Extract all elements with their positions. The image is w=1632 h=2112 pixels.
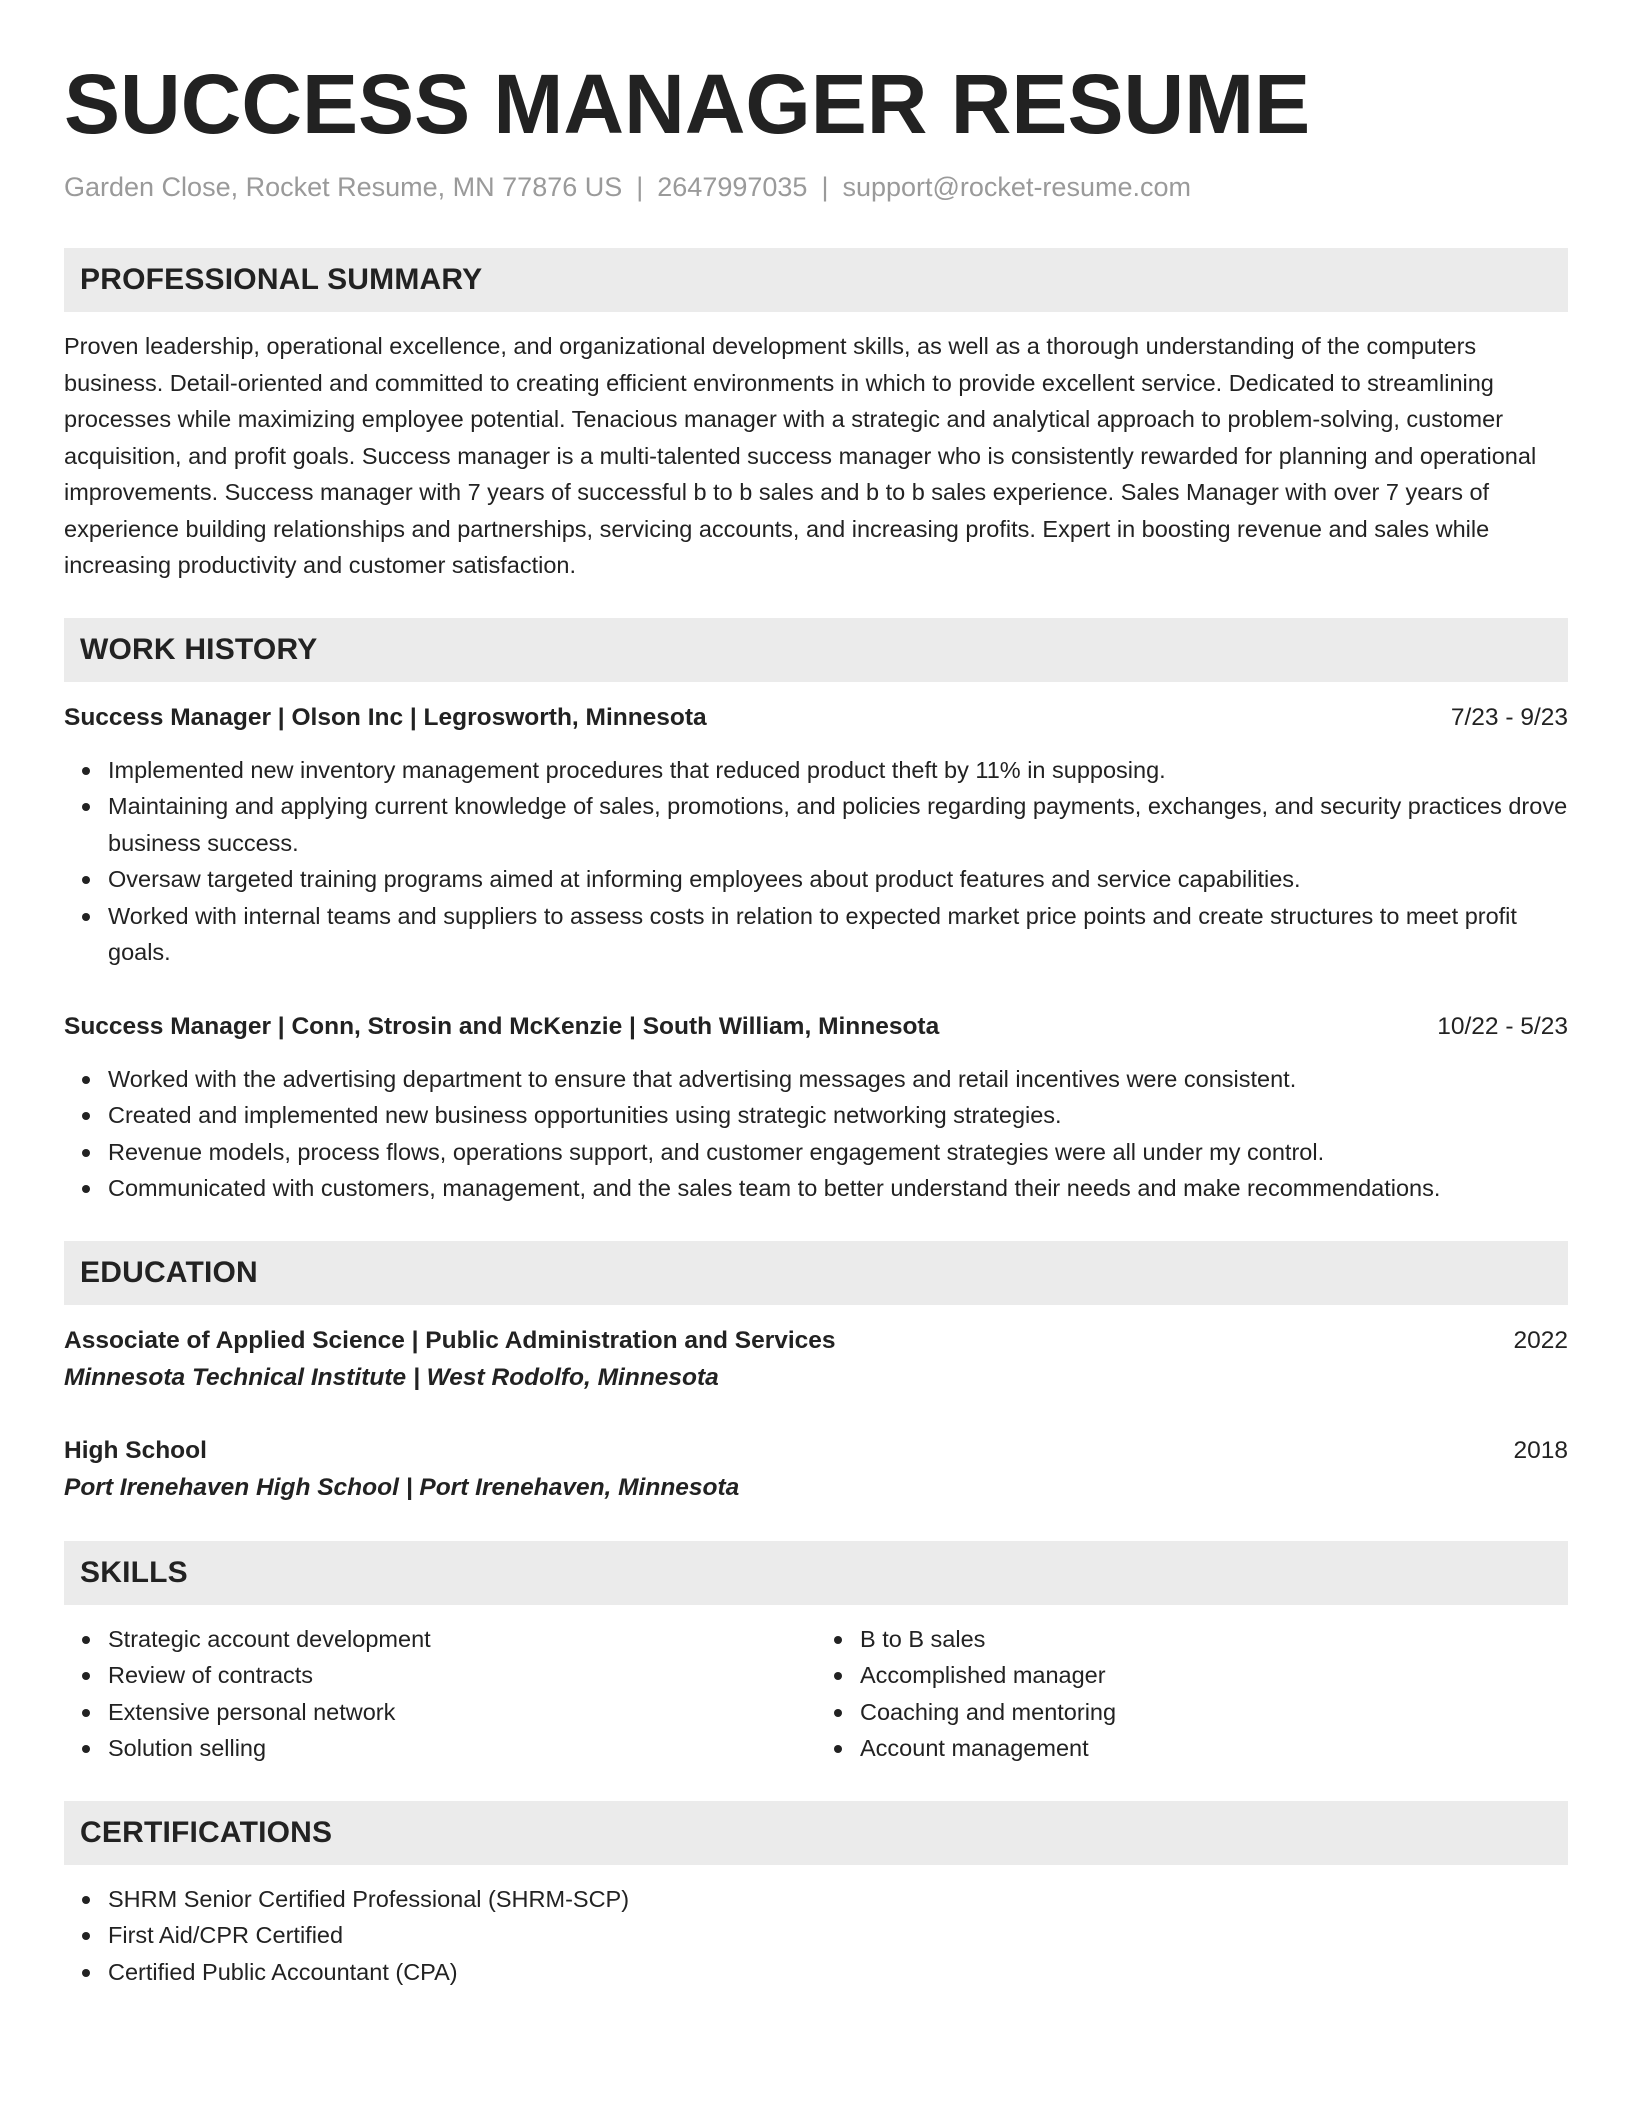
skills-column-left xyxy=(64,1621,816,1767)
job-bullet: Communicated with customers, management, and the sales team to better understand their needs and make recommendations. xyxy=(108,1170,1568,1207)
job-bullet: Maintaining and applying current knowledge of sales, promotions, and policies regarding payments, exchanges, and security practices drove business success. xyxy=(108,788,1568,861)
section-header-summary: PROFESSIONAL SUMMARY xyxy=(64,248,1568,312)
skill-item: Account management xyxy=(860,1730,1568,1767)
skill-item: Strategic account development xyxy=(108,1621,816,1658)
job-title: Success Manager | Olson Inc | Legrosworth, Minnesota xyxy=(64,703,707,731)
summary-text: Proven leadership, operational excellence, and organizational development skills, as well as a thorough understanding of the computers business. Detail-oriented and committed to creating efficient environments in which to provide excellent service. Dedicated to streamlining processes while maximizing employee potential. Tenacious manager with a strategic and analytical approach to problem-solving, customer acquisition, and profit goals. Success manager is a multi-talented success manager who is consistently rewarded for planning and operational improvements. Success manager with 7 years of successful b to b sales and b to b sales experience. Sales Manager with over 7 years of experience building relationships and partnerships, servicing accounts, and increasing profits. Expert in boosting revenue and sales while increasing productivity and customer satisfaction. xyxy=(64,333,1537,578)
contact-line xyxy=(64,170,1568,204)
education-year: 2018 xyxy=(1513,1436,1568,1464)
education-school: Minnesota Technical Institute | West Rodolfo, Minnesota xyxy=(64,1363,719,1391)
skill-item: B to B sales xyxy=(860,1621,1568,1658)
job-dates: 10/22 - 5/23 xyxy=(1437,1012,1568,1040)
skills-column-right xyxy=(816,1621,1568,1767)
contact-phone: 2647997035 xyxy=(657,172,808,202)
skills-list xyxy=(64,1621,1568,1767)
contact-email[interactable]: support@rocket-resume.com xyxy=(842,172,1191,202)
certification-item: Certified Public Accountant (CPA) xyxy=(108,1954,1568,1991)
skill-item: Extensive personal network xyxy=(108,1694,816,1731)
section-header-certifications: CERTIFICATIONS xyxy=(64,1801,1568,1865)
job-entry xyxy=(64,700,1568,971)
education-year: 2022 xyxy=(1513,1326,1568,1354)
resume-title: SUCCESS MANAGER RESUME xyxy=(64,57,1311,151)
job-bullet: Worked with internal teams and suppliers to assess costs in relation to expected market price points and create structures to meet profit goals. xyxy=(108,898,1568,971)
skill-item: Coaching and mentoring xyxy=(860,1694,1568,1731)
job-bullets xyxy=(64,1061,1568,1207)
contact-separator: | xyxy=(636,172,644,202)
job-bullet: Worked with the advertising department to ensure that advertising messages and retail incentives were consistent. xyxy=(108,1061,1568,1098)
job-bullet: Implemented new inventory management procedures that reduced product theft by 11% in supposing. xyxy=(108,752,1568,789)
contact-address: Garden Close, Rocket Resume, MN 77876 US xyxy=(64,172,623,202)
section-header-education: EDUCATION xyxy=(64,1241,1568,1305)
education-degree: Associate of Applied Science | Public Administration and Services xyxy=(64,1326,836,1354)
job-title: Success Manager | Conn, Strosin and McKenzie | South William, Minnesota xyxy=(64,1012,940,1040)
job-bullet: Oversaw targeted training programs aimed at informing employees about product features and service capabilities. xyxy=(108,861,1568,898)
skill-item: Review of contracts xyxy=(108,1657,816,1694)
job-bullet: Created and implemented new business opportunities using strategic networking strategies. xyxy=(108,1097,1568,1134)
certifications-list xyxy=(64,1881,1568,1991)
job-entry xyxy=(64,1009,1568,1207)
education-degree: High School xyxy=(64,1436,207,1464)
job-bullets xyxy=(64,752,1568,971)
job-bullet: Revenue models, process flows, operations support, and customer engagement strategies were all under my control. xyxy=(108,1134,1568,1171)
skill-item: Accomplished manager xyxy=(860,1657,1568,1694)
certification-item: First Aid/CPR Certified xyxy=(108,1917,1568,1954)
education-entry xyxy=(64,1433,1568,1507)
skill-item: Solution selling xyxy=(108,1730,816,1767)
education-school: Port Irenehaven High School | Port Irenehaven, Minnesota xyxy=(64,1473,740,1501)
education-entry xyxy=(64,1323,1568,1397)
certification-item: SHRM Senior Certified Professional (SHRM-SCP) xyxy=(108,1881,1568,1918)
contact-separator: | xyxy=(821,172,829,202)
job-dates: 7/23 - 9/23 xyxy=(1450,703,1568,731)
section-header-work-history: WORK HISTORY xyxy=(64,618,1568,682)
section-header-skills: SKILLS xyxy=(64,1541,1568,1605)
